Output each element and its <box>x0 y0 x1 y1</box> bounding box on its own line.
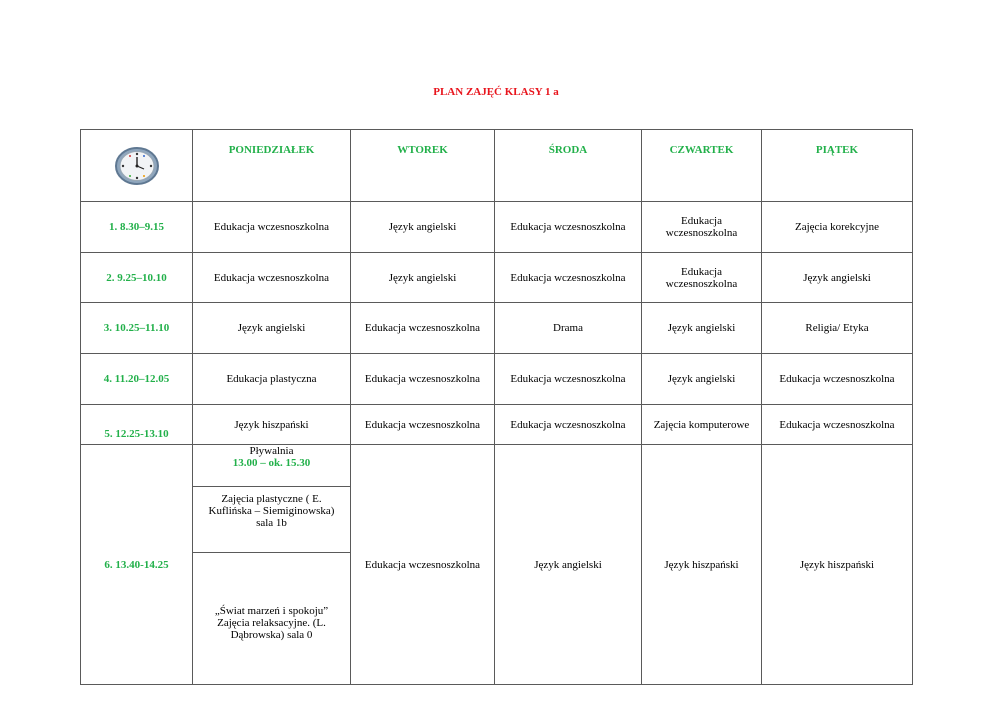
lesson-cell: Edukacja wczesnoszkolna <box>350 353 495 405</box>
lesson-time: 2. 9.25–10.10 <box>80 252 193 303</box>
lesson-cell: Edukacja wczesnoszkolna <box>641 252 762 303</box>
lesson-cell: Edukacja wczesnoszkolna <box>494 201 642 253</box>
lesson-cell: Edukacja wczesnoszkolna <box>494 404 642 445</box>
lesson-cell: Język angielski <box>494 444 642 685</box>
lesson-cell: Język angielski <box>192 302 351 354</box>
clock-icon <box>114 146 160 186</box>
lesson-time: 3. 10.25–11.10 <box>80 302 193 354</box>
timetable <box>80 129 913 685</box>
lesson-cell: Edukacja plastyczna <box>192 353 351 405</box>
clock-cell <box>80 129 193 202</box>
lesson-cell: Język angielski <box>641 302 762 354</box>
lesson-cell: Edukacja wczesnoszkolna <box>350 302 495 354</box>
day-header: PIĄTEK <box>761 129 913 202</box>
lesson-cell: Edukacja wczesnoszkolna <box>761 353 913 405</box>
lesson-time: 6. 13.40-14.25 <box>80 444 193 685</box>
lesson-cell: Język angielski <box>761 252 913 303</box>
lesson-cell: Edukacja wczesnoszkolna <box>350 444 495 685</box>
lesson-cell: Edukacja wczesnoszkolna <box>192 252 351 303</box>
day-header: PONIEDZIAŁEK <box>192 129 351 202</box>
lesson-cell: Edukacja wczesnoszkolna <box>641 201 762 253</box>
lesson-cell: Edukacja wczesnoszkolna <box>192 201 351 253</box>
lesson-cell: Drama <box>494 302 642 354</box>
lesson-cell: Język hiszpański <box>192 404 351 445</box>
lesson-time: 4. 11.20–12.05 <box>80 353 193 405</box>
art-classes-cell: Zajęcia plastyczne ( E. Kuflińska – Siemiginowska) sala 1b <box>192 486 351 553</box>
lesson-cell: Język angielski <box>350 252 495 303</box>
lesson-cell: Edukacja wczesnoszkolna <box>761 404 913 445</box>
lesson-cell: Język hiszpański <box>641 444 762 685</box>
day-header: WTOREK <box>350 129 495 202</box>
lesson-cell: Język angielski <box>641 353 762 405</box>
lesson-cell: Religia/ Etyka <box>761 302 913 354</box>
lesson-cell: Zajęcia korekcyjne <box>761 201 913 253</box>
lesson-cell: Edukacja wczesnoszkolna <box>494 353 642 405</box>
lesson-time: 5. 12.25-13.10 <box>80 404 193 445</box>
lesson-time: 1. 8.30–9.15 <box>80 201 193 253</box>
day-header: CZWARTEK <box>641 129 762 202</box>
pool-cell <box>192 444 351 487</box>
day-header: ŚRODA <box>494 129 642 202</box>
pool-label: Pływalnia <box>249 445 294 457</box>
page-title: PLAN ZAJĘĆ KLASY 1 a <box>433 86 559 98</box>
lesson-cell: Zajęcia komputerowe <box>641 404 762 445</box>
relax-classes-cell: „Świat marzeń i spokoju” Zajęcia relaksacyjne. (L. Dąbrowska) sala 0 <box>192 552 351 685</box>
pool-time: 13.00 – ok. 15.30 <box>232 457 311 469</box>
lesson-cell: Edukacja wczesnoszkolna <box>494 252 642 303</box>
lesson-cell: Edukacja wczesnoszkolna <box>350 404 495 445</box>
lesson-cell: Język angielski <box>350 201 495 253</box>
lesson-cell: Język hiszpański <box>761 444 913 685</box>
